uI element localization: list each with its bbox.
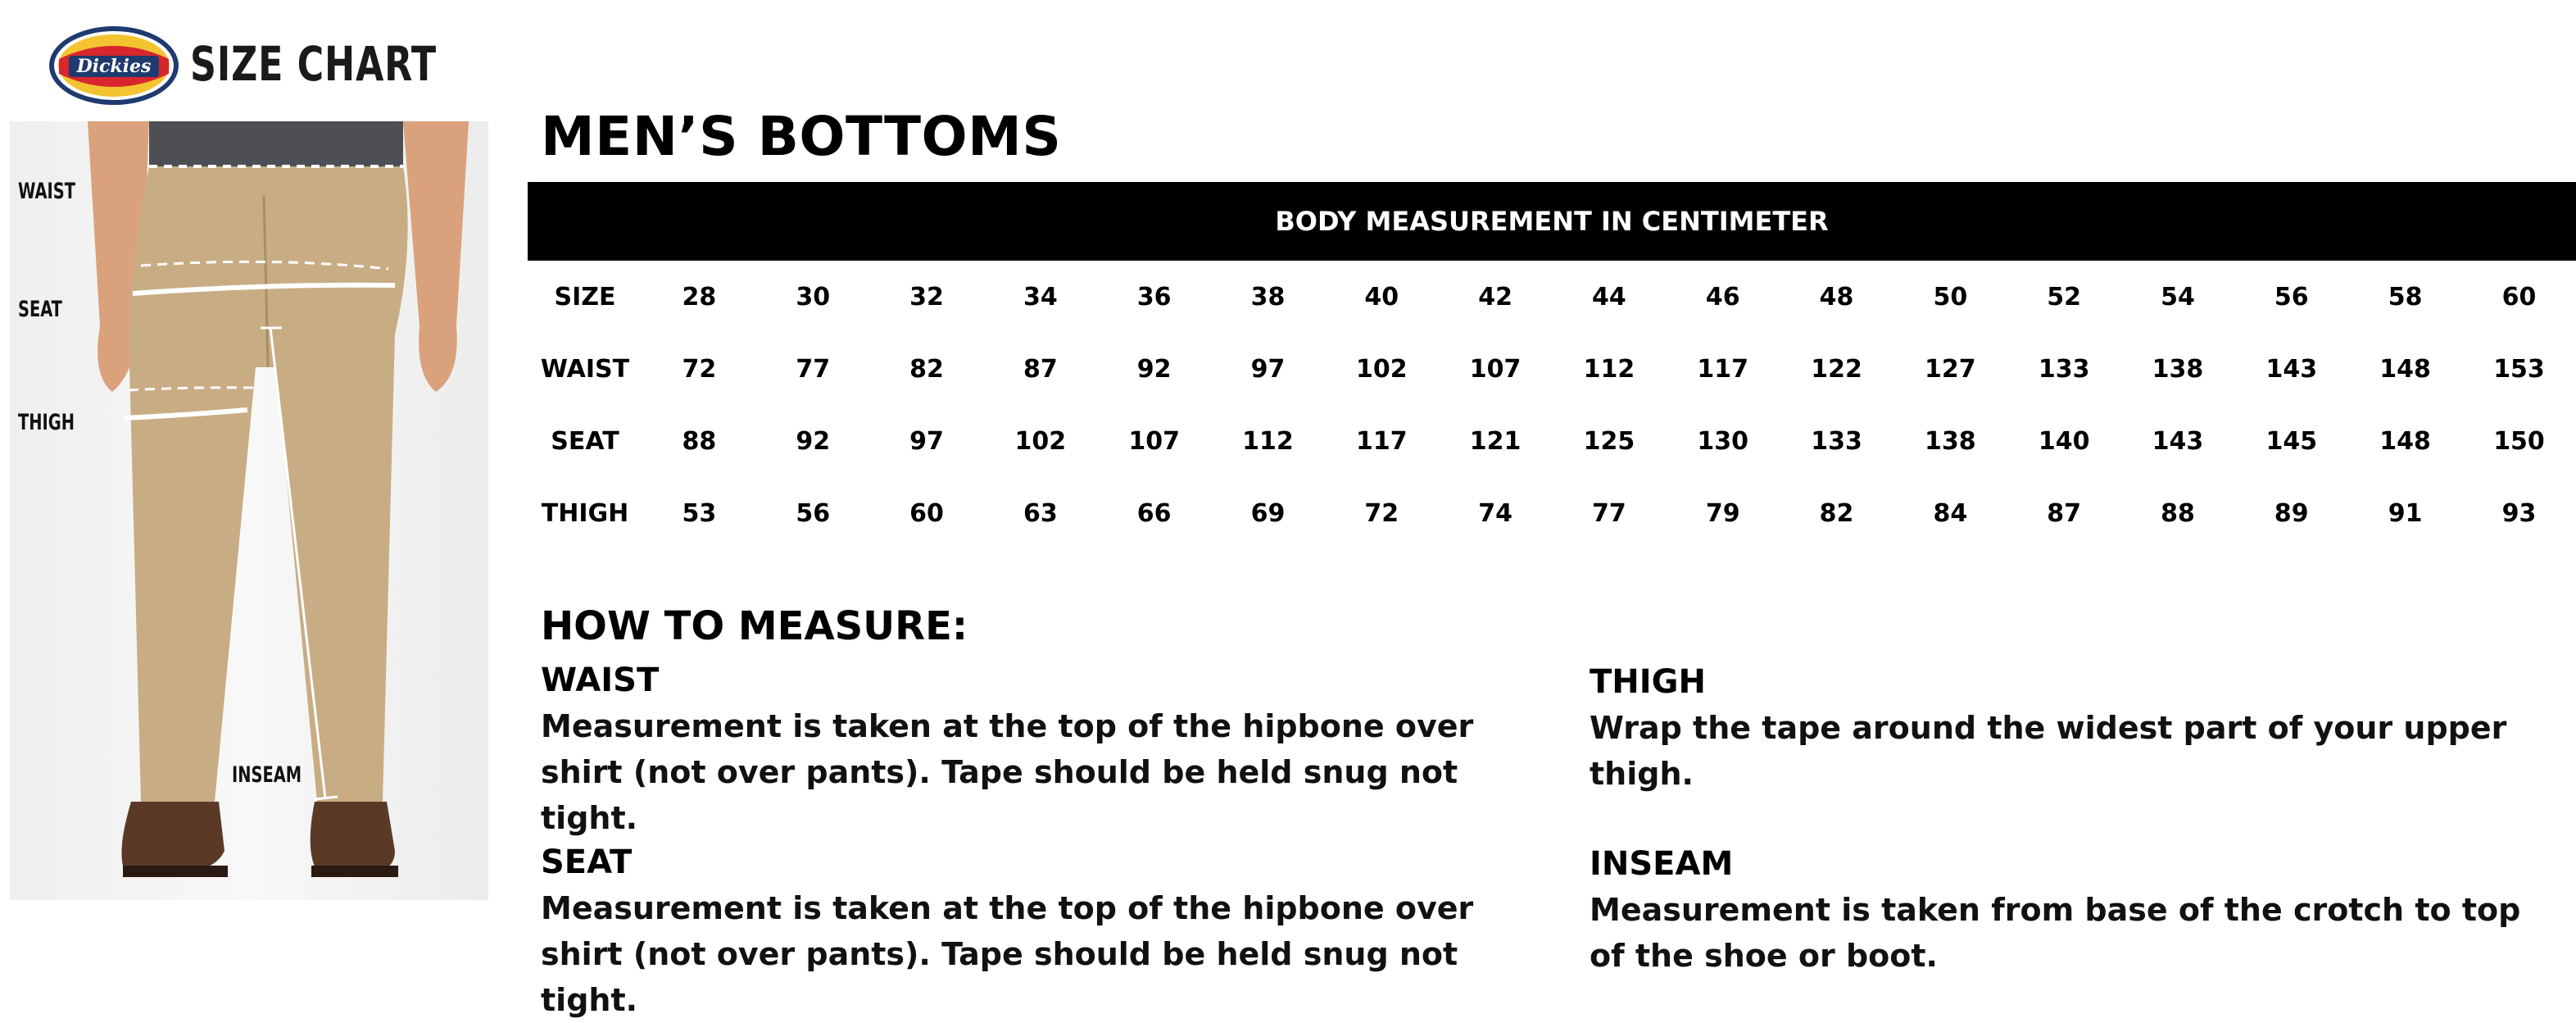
section-title: MEN’S BOTTOMS <box>541 105 1062 168</box>
table-cell: 72 <box>1364 498 1399 528</box>
dickies-logo <box>48 25 180 107</box>
measure-thigh-block <box>1590 661 2556 797</box>
table-cell: 148 <box>2379 354 2431 384</box>
table-row-thigh <box>528 477 2576 549</box>
table-cell: 102 <box>1355 354 1408 384</box>
table-cell: 91 <box>2388 498 2423 528</box>
table-row-waist <box>528 333 2576 405</box>
table-cell: 88 <box>2161 498 2195 528</box>
table-cell: 92 <box>1136 354 1172 384</box>
measure-seat-title: SEAT <box>541 843 633 881</box>
measure-waist-text: Measurement is taken at the top of the hipbone over shirt (not over pants). Tape should be held snug not tight. <box>541 708 1474 836</box>
table-cell: 54 <box>2161 282 2195 311</box>
measure-waist-title: WAIST <box>541 662 660 699</box>
table-cell: 48 <box>1819 282 1854 311</box>
table-cell: 74 <box>1478 498 1512 528</box>
measure-thigh-text: Wrap the tape around the widest part of your upper thigh. <box>1590 710 2507 792</box>
row-header: SEAT <box>551 426 619 456</box>
table-cell: 79 <box>1705 498 1740 528</box>
table-cell: 60 <box>2501 282 2537 311</box>
table-cell: 87 <box>1023 354 1058 384</box>
table-cell: 122 <box>1811 354 1862 384</box>
table-caption: BODY MEASUREMENT IN CENTIMETER <box>528 182 2576 261</box>
row-header: SIZE <box>554 282 616 311</box>
measure-thigh-title: THIGH <box>1590 663 1706 701</box>
table-cell: 40 <box>1364 282 1399 311</box>
table-cell: 44 <box>1592 282 1626 311</box>
table-cell: 93 <box>2501 498 2537 528</box>
table-cell: 82 <box>909 354 944 384</box>
table-cell: 133 <box>1811 426 1862 456</box>
table-cell: 56 <box>2274 282 2309 311</box>
table-cell: 153 <box>2493 354 2545 384</box>
row-header: WAIST <box>540 354 630 384</box>
table-cell: 84 <box>1933 498 1968 528</box>
table-cell: 88 <box>682 426 717 456</box>
table-cell: 92 <box>796 426 831 456</box>
table-cell: 97 <box>1250 354 1286 384</box>
table-cell: 32 <box>909 282 944 311</box>
table-cell: 77 <box>796 354 831 384</box>
table-cell: 89 <box>2274 498 2309 528</box>
table-cell: 121 <box>1469 426 1522 456</box>
how-to-measure-title: HOW TO MEASURE: <box>541 603 968 649</box>
table-cell: 77 <box>1592 498 1626 528</box>
measure-seat-text: Measurement is taken at the top of the hipbone over shirt (not over pants). Tape should be held snug not tight. <box>541 890 1474 1018</box>
table-cell: 60 <box>909 498 944 528</box>
table-cell: 145 <box>2265 426 2318 456</box>
table-cell: 50 <box>1933 282 1968 311</box>
size-table <box>528 261 2576 549</box>
table-cell: 28 <box>682 282 717 311</box>
logo-wordmark: Dickies <box>76 56 152 77</box>
measure-inseam-title: INSEAM <box>1590 845 1734 883</box>
table-cell: 52 <box>2047 282 2082 311</box>
table-cell: 117 <box>1355 426 1408 456</box>
table-cell: 38 <box>1250 282 1286 311</box>
table-cell: 107 <box>1469 354 1522 384</box>
table-cell: 87 <box>2047 498 2082 528</box>
table-cell: 97 <box>909 426 944 456</box>
illustration-label-waist: WAIST <box>18 179 75 204</box>
table-cell: 58 <box>2388 282 2423 311</box>
table-cell: 140 <box>2038 426 2090 456</box>
illustration-label-seat: SEAT <box>18 297 62 322</box>
table-cell: 82 <box>1819 498 1854 528</box>
table-cell: 30 <box>796 282 831 311</box>
illustration-label-thigh: THIGH <box>18 410 75 435</box>
table-cell: 102 <box>1014 426 1067 456</box>
table-cell: 107 <box>1128 426 1180 456</box>
table-cell: 143 <box>2265 354 2318 384</box>
table-cell: 53 <box>682 498 717 528</box>
table-cell: 117 <box>1697 354 1749 384</box>
table-cell: 42 <box>1478 282 1512 311</box>
table-cell: 56 <box>796 498 831 528</box>
table-cell: 66 <box>1136 498 1172 528</box>
table-cell: 143 <box>2152 426 2204 456</box>
table-row-size <box>528 261 2576 333</box>
table-cell: 125 <box>1583 426 1635 456</box>
table-cell: 112 <box>1583 354 1635 384</box>
row-header: THIGH <box>541 498 629 528</box>
table-cell: 148 <box>2379 426 2431 456</box>
measure-seat-block <box>541 841 1508 1023</box>
illustration-label-inseam: INSEAM <box>232 762 302 788</box>
measure-inseam-block <box>1590 843 2556 979</box>
table-cell: 138 <box>1925 426 1976 456</box>
table-cell: 69 <box>1250 498 1286 528</box>
measure-inseam-text: Measurement is taken from base of the crotch to top of the shoe or boot. <box>1590 892 2521 974</box>
measure-waist-block <box>541 659 1508 841</box>
table-cell: 63 <box>1023 498 1058 528</box>
table-cell: 36 <box>1136 282 1172 311</box>
page-title: SIZE CHART <box>190 36 438 92</box>
table-row-seat <box>528 405 2576 477</box>
table-cell: 150 <box>2493 426 2545 456</box>
table-cell: 112 <box>1242 426 1294 456</box>
table-cell: 127 <box>1925 354 1976 384</box>
table-cell: 34 <box>1023 282 1058 311</box>
table-cell: 72 <box>682 354 717 384</box>
table-cell: 138 <box>2152 354 2204 384</box>
table-cell: 46 <box>1705 282 1740 311</box>
table-cell: 130 <box>1697 426 1749 456</box>
table-cell: 133 <box>2038 354 2090 384</box>
